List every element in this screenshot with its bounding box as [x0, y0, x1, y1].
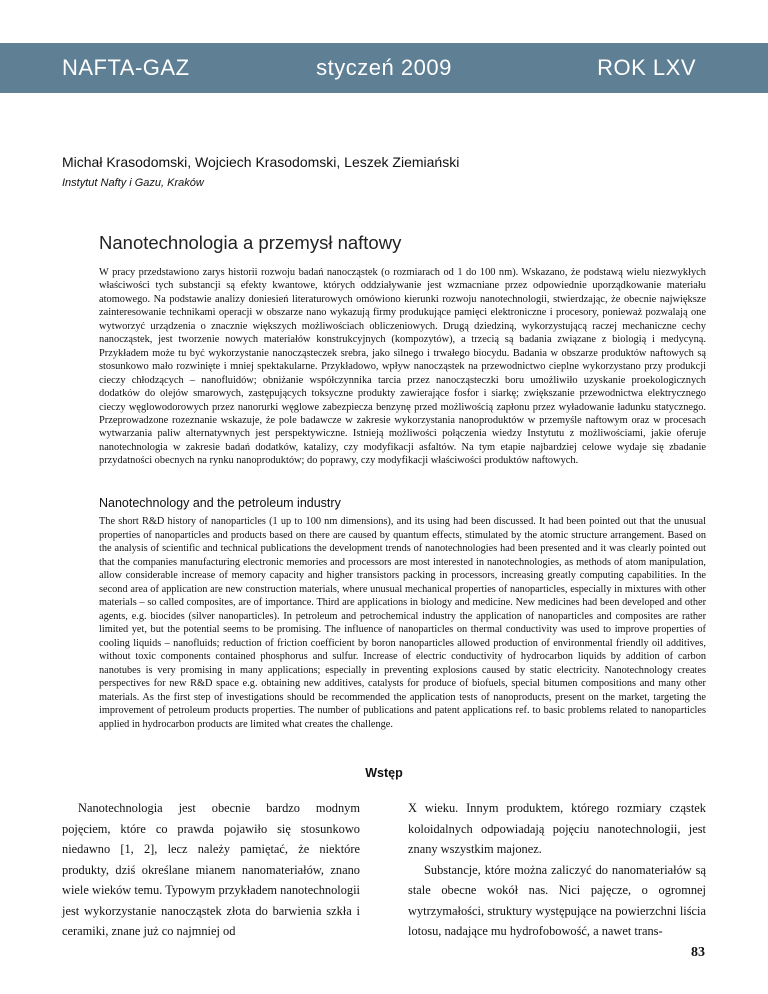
affiliation: Instytut Nafty i Gazu, Kraków	[62, 177, 204, 189]
body-paragraph: Nanotechnologia jest obecnie bardzo modnym pojęciem, które co prawda pojawiło się stosunkowo niedawno [1, 2], lecz należy pamiętać, że niektóre produkty, dziś określane mianem nanomateriałów, znano wiele wieków temu. Typowym przykładem nanotechnologii jest wykorzystanie nanocząstek złota do barwienia szkła i ceramiki, znane już co najmniej od	[62, 801, 360, 938]
abstract-english: The short R&D history of nanoparticles (1 up to 100 nm dimensions), and its using had been discussed. It had been pointed out that the unusual properties of nanoparticles and products based on there are caused by quantum effects, stimulated by the atomic structure arrangement. Based on the analysis of scientific and technical publications the development trends of nanotechnologies had been presented and it was clearly pointed out that the companies manufacturing electronic memories and processors are most interested in nanotechnologies, as methods of atom manipulation, allow considerable increase of memory capacity and higher transistors packing in processors, increasing greatly computing capabilities. In the second area of application are new construction materials, where unusual mechanical properties of nanoparticles, especially in mixtures with other materials – so called composites, are of importance. Third are applications in biology and medicine. New medicines had been developed and other agents, e.g. biocides (silver nanoparticles). In petroleum and petrochemical industry the application of nanoparticles and composites are rather limited yet, but the potential seems to be promising. The influence of nanoparticles on thermal conductivity was used to improve properties of cooling liquids – nanofluids; reduction of friction coefficient by boron nanoparticles allowed production of environmental friendly oil additives, without toxic components contained phosphorus and sulfur. Increase of electric conductivity of hydrocarbon liquids by addition of carbon nanotubes is very promising in many applications; especially in preventing explosions caused by static electricity. Nanotechnology creates perspectives for new R&D space e.g. obtaining new additives, catalysts for produce of biofuels, special bitumen compositions and many other materials. As the first step of investigations should be recommended the application tests of nanoproducts, present on the market, targeting the improvement of petroleum products properties. The number of publications and patent applications ref. to basic problems related to nanoparticles applied in hydrocarbon products are limited what creates the challenge.	[99, 516, 706, 730]
article-title-polish: Nanotechnologia a przemysł naftowy	[99, 232, 402, 253]
volume-year: ROK LXV	[597, 55, 696, 80]
page-number: 83	[691, 945, 705, 960]
authors: Michał Krasodomski, Wojciech Krasodomski, Leszek Ziemiański	[62, 154, 460, 170]
body-paragraph: Substancje, które można zaliczyć do nanomateriałów są stale obecne wokół nas. Nici pajęcze, o ogromnej wytrzymałości, struktury występujące na powierzchni liścia lotosu, nadające mu hydrofobowość, a nawet trans-	[408, 862, 706, 938]
section-heading: Wstęp	[365, 766, 403, 780]
issue-date: styczeń 2009	[316, 55, 452, 80]
journal-header-bar	[0, 43, 768, 93]
abstract-polish: W pracy przedstawiono zarys historii rozwoju badań nanocząstek (o rozmiarach od 1 do 100 nm). Wskazano, że podstawą wielu niezwykłych właściwości tych substancji są efekty kwantowe, których oddziaływanie jest wzmacniane przez odpowiednie uporządkowanie materiału atomowego. Na podstawie analizy doniesień literaturowych omówiono kierunki rozwoju nanotechnologii, stwierdzając, że obecnie największe zainteresowanie technikami operacji w obszarze nano wykazują firmy produkujące pamięci elektroniczne i procesory, ponieważ pozwalają one wytworzyć urządzenia o znacznie większych możliwościach obliczeniowych. Drugą dziedziną, wykorzystującą raczej mechaniczne cechy nanocząstek, jest tworzenie nowych materiałów konstrukcyjnych (kompozytów), a trzecią są badania związane z biologią i medycyną. Przykładem może tu być wykorzystanie nanocząsteczek srebra, jako silnego i trwałego biocydu. Badania w obszarze produktów naftowych są stosunkowo mało rozwinięte i mniej spektakularne. Przykładowo, wpływ nanocząstek na przewodnictwo cieplne wykorzystano przy produkcji cieczy chłodzących – nanofluidów; obniżanie współczynnika tarcia przez nanocząsteczki boru umożliwiło uzyskanie proekologicznych dodatków do olejów smarowych, zastępujących toksyczne produkty zawierające fosfor i siarkę; zwiększanie przewodnictwa elektrycznego cieczy węglowodorowych przez nanorurki węglowe zabezpiecza benzynę przed możliwością zapłonu przez wyładowanie ładunku statycznego. Przeprowadzone rozeznanie wskazuje, że pole badawcze w zakresie wykorzystania nanoproduktów w przemyśle naftowym oraz w procesach wytwarzania paliw alternatywnych jest perspektywiczne. Istnieją możliwości połączenia wiedzy Instytutu z możliwościami, jakie oferuje nanotechnologia w zakresie badań dodatków, katalizy, czy modyfikacji asfaltów. Na tym etapie najbardziej celowe wydaje się zbadanie przydatności obecnych na rynku nanoproduktów; do poprawy, czy modyfikacji właściwości produktów naftowych.	[99, 267, 706, 467]
article-title-english: Nanotechnology and the petroleum industry	[99, 496, 341, 510]
body-column-right	[408, 798, 706, 942]
body-paragraph: X wieku. Innym produktem, którego rozmiary cząstek koloidalnych odpowiadają pojęciu nanotechnologii, jest znany wszystkim majonez.	[408, 801, 706, 856]
journal-name: NAFTA-GAZ	[62, 55, 190, 80]
body-column-left	[62, 798, 360, 942]
